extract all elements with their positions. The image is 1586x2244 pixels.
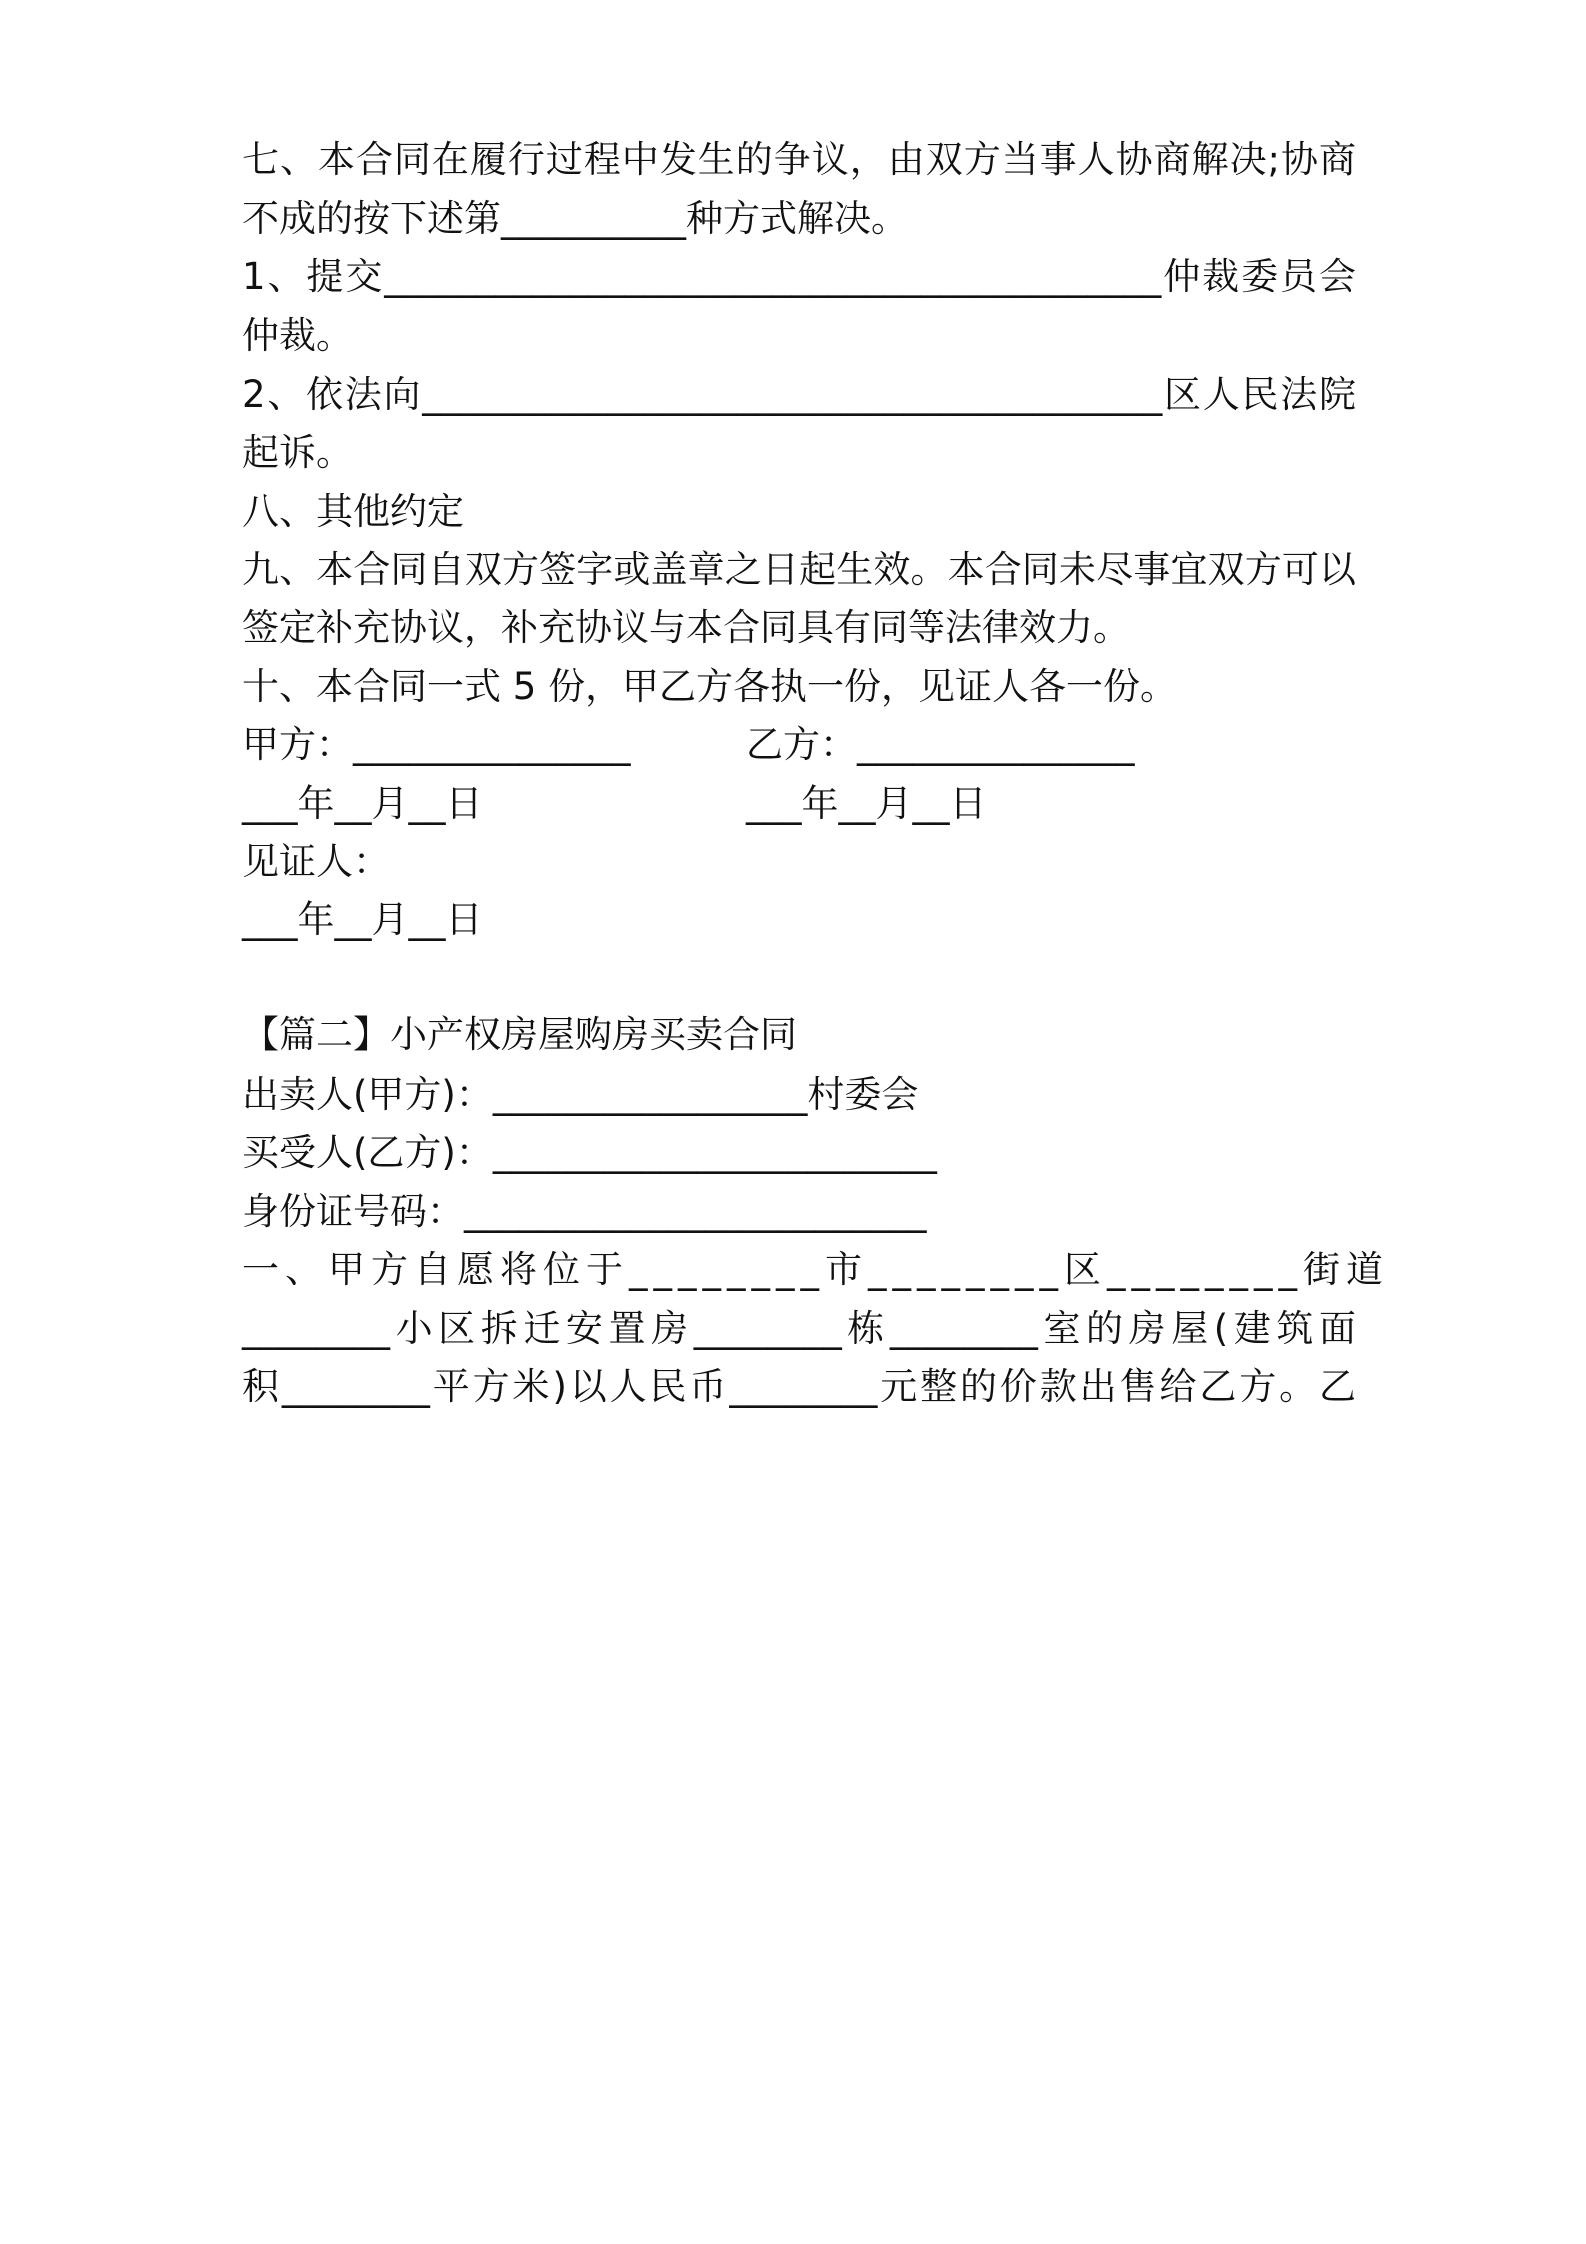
clause1-line2: ________小区拆迁安置房________栋________室的房屋(建筑面 [242, 1307, 1356, 1350]
arbitration-option-line2: 仲裁。 [242, 314, 353, 357]
section9-line2: 签定补充协议，补充协议与本合同具有同等法律效力。 [242, 606, 1130, 649]
lawsuit-option-line1: 2、依法向________________________________________区人民法院 [242, 373, 1356, 416]
buyer-field: 买受人(乙方)：________________________ [242, 1131, 937, 1174]
part2-heading: 【篇二】小产权房屋购房买卖合同 [242, 1013, 797, 1056]
witness-signature: 见证人： [242, 840, 390, 883]
clause1-line3: 积________平方米)以人民币________元整的价款出售给乙方。乙 [242, 1365, 1356, 1408]
section8-title: 八、其他约定 [242, 490, 464, 533]
id-number-field: 身份证号码：_________________________ [242, 1190, 927, 1233]
lawsuit-option-line2: 起诉。 [242, 431, 353, 474]
witness-date: ___年__月__日 [242, 898, 483, 941]
clause1-line1: 一、甲方自愿将位于________市________区________街道 [242, 1248, 1389, 1291]
section7-line2: 不成的按下述第__________种方式解决。 [242, 197, 908, 240]
party-b-signature: 乙方：_______________ [746, 723, 1135, 766]
arbitration-option-line1: 1、提交__________________________________________仲裁委员会 [242, 255, 1356, 298]
section7-line1: 七、本合同在履行过程中发生的争议，由双方当事人协商解决;协商 [242, 138, 1356, 181]
section9-line1: 九、本合同自双方签字或盖章之日起生效。本合同未尽事宜双方可以 [242, 548, 1356, 591]
party-a-date: ___年__月__日 [242, 782, 483, 825]
party-a-signature: 甲方：_______________ [242, 723, 631, 766]
party-b-date: ___年__月__日 [746, 782, 987, 825]
section10-line1: 十、本合同一式 5 份，甲乙方各执一份，见证人各一份。 [242, 665, 1178, 708]
seller-field: 出卖人(甲方)：_________________村委会 [242, 1073, 919, 1116]
